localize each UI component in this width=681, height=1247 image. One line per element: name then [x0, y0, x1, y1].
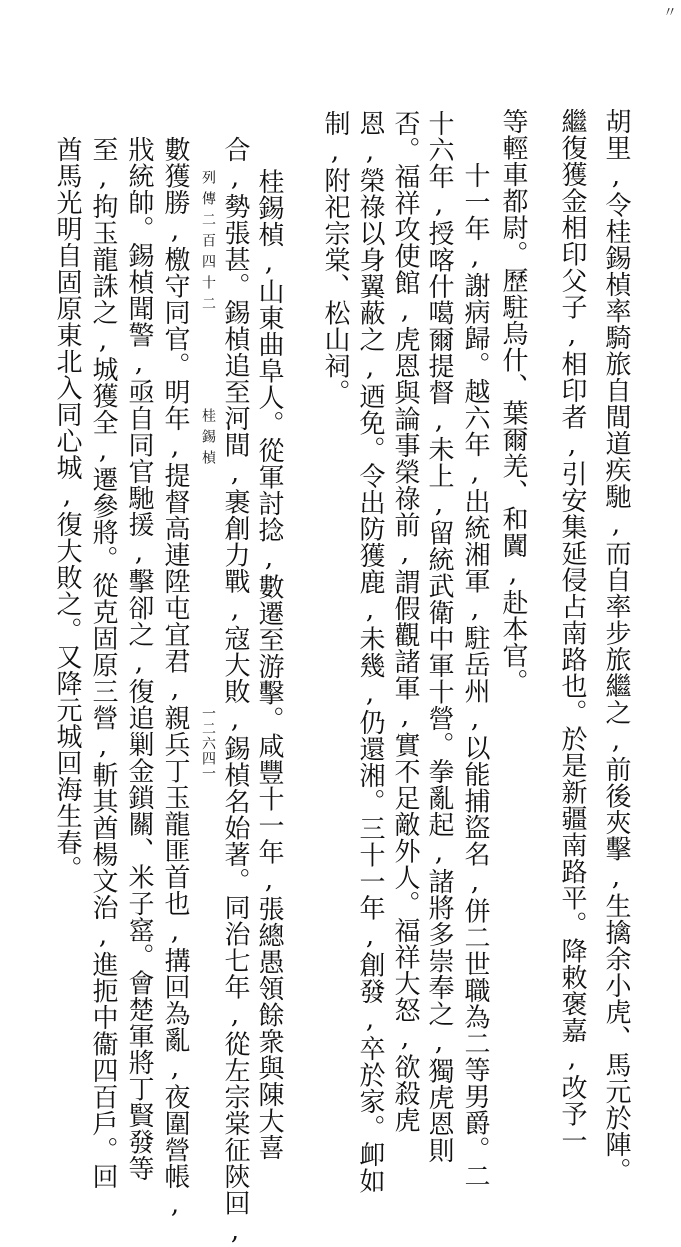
text-column-13: 至,拘玉龍誅之,城獲全,遷參將。從克固原三營,斬其酋楊文治,進扼中衞四百戶。回	[88, 136, 118, 1190]
text-column-9: 桂錫楨,山東曲阜人。從軍討捻,數遷至游擊。咸豐十一年,張總愚領餘衆與陳大喜	[254, 168, 284, 1161]
corner-mark: 〃	[663, 5, 677, 21]
text-column-12: 戕統帥。錫楨聞警,亟自同官馳援,擊卻之,復追剿金鎖關、米子窰。會楚軍將丁賢發等	[124, 136, 154, 1182]
text-column-4: 十一年,謝病歸。越六年,出統湘軍,駐岳州,以能捕盜名,併二世職為二等男爵。二	[460, 162, 490, 1189]
text-column-1: 胡里,令桂錫楨率騎旅自間道疾馳,而自率步旅繼之,前後夾擊,生擒余小虎、馬元於陣。	[601, 108, 631, 1184]
text-column-5: 十六年,授喀什噶爾提督,未上,留統武衛中軍十營。拳亂起,諸將多崇奉之,獨虎恩則	[424, 110, 454, 1164]
running-head-chapter: 桂錫楨	[200, 408, 216, 471]
page-number: 一二六四一	[200, 706, 216, 781]
text-column-14: 酋馬光明自固原東北入同心城,復大敗之。又降元城回海生春。	[52, 136, 82, 882]
text-column-2: 繼復獲金相印父子,相印者,引安集延侵占南路也。於是新疆南路平。降敕褒嘉,改予一	[557, 108, 587, 1154]
text-column-6: 否。福祥攻使館,虎恩與論事榮祿前,謂假觀諸軍,實不足敵外人。福祥大怒,欲殺虎	[390, 110, 420, 1133]
text-column-8: 制,附祀宗棠、松山祠。	[320, 110, 350, 406]
text-column-11: 數獲勝,檄守同官。明年,提督高連陞屯宜君,親兵丁玉龍匪首也,搆回為亂,夜圍營帳,	[160, 136, 190, 1220]
text-column-3: 等輕車都尉。歷駐烏什、葉爾羌、和闐,赴本官。	[498, 108, 528, 695]
text-column-10: 合,勢張甚。錫楨追至河間,裹創力戰,寇大敗,錫楨名始著。同治七年,從左宗棠征陝回,	[220, 136, 250, 1247]
text-column-7: 恩,榮祿以身翼蔽之,迺免。令出防獲鹿,未幾,仍還湘。三十一年,創發,卒於家。卹如	[355, 110, 385, 1194]
running-head-book: 列傳二百四十二	[200, 170, 216, 317]
